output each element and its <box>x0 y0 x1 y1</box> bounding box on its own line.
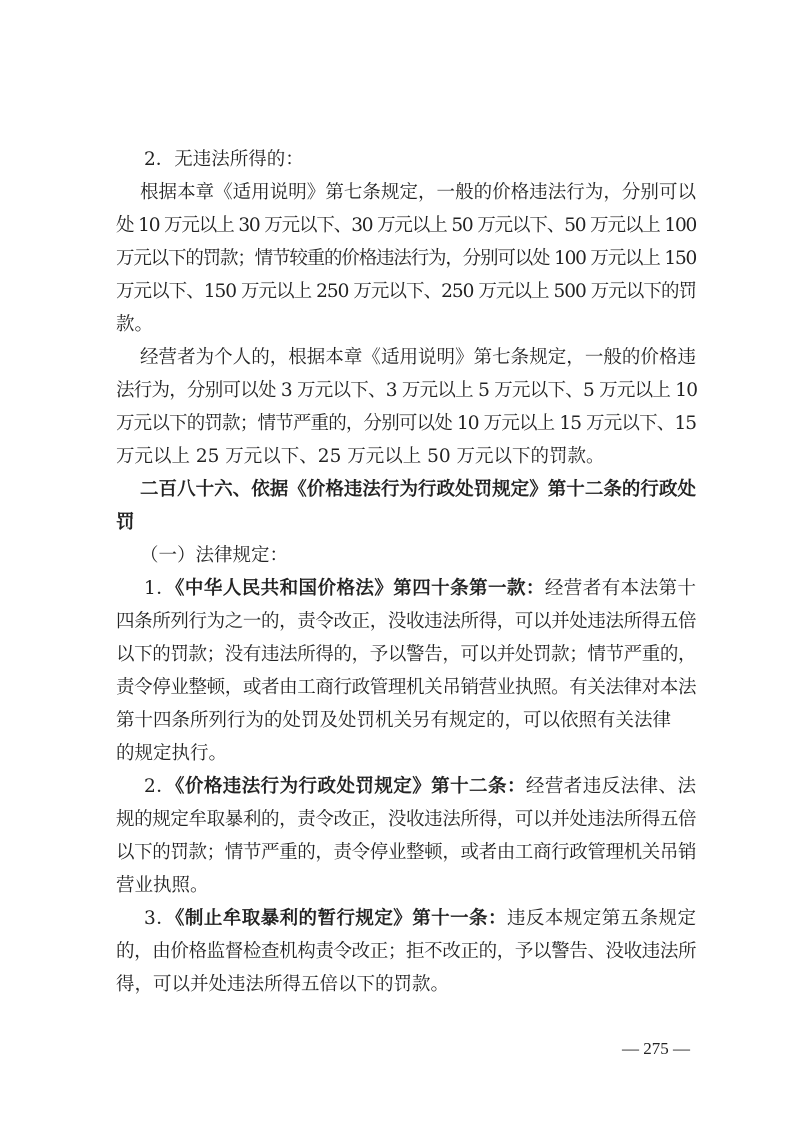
text: 违反本规定第五条规定 <box>506 908 696 929</box>
text-line <box>116 803 696 836</box>
text-line <box>116 209 696 242</box>
text-line <box>116 869 696 902</box>
text-line <box>116 275 696 308</box>
text-line <box>116 341 696 374</box>
bold-text: 罚 <box>116 512 135 533</box>
text-line <box>116 836 696 869</box>
text: 万元以下的罚款；情节严重的，分别可以处 10 万元以上 15 万元以下、15 <box>116 413 696 434</box>
text: 1． <box>144 578 176 599</box>
text-line <box>116 737 696 770</box>
text-line <box>116 308 696 341</box>
text: 的，由价格监督检查机构责令改正；拒不改正的，予以警告、没收违法所 <box>116 941 696 962</box>
text: 经营者违反法律、法 <box>525 776 696 797</box>
text-line <box>116 572 696 605</box>
text-line <box>116 704 696 737</box>
text: 2．无违法所得的： <box>144 149 304 170</box>
text: 经营者为个人的，根据本章《适用说明》第七条规定，一般的价格违 <box>140 347 696 368</box>
text-line <box>116 671 696 704</box>
page-number: — 275 — <box>622 1039 690 1058</box>
text-line <box>116 143 696 176</box>
bold-text: 《制止牟取暴利的暂行规定》第十一条： <box>175 908 507 929</box>
text: 万元以下、150 万元以上 250 万元以下、250 万元以上 500 万元以下的罚 <box>116 281 696 302</box>
text: （一）法律规定： <box>140 545 289 566</box>
text: 2． <box>144 776 176 797</box>
text-line <box>116 407 696 440</box>
bold-text: 《价格违法行为行政处罚规定》第十二条： <box>175 776 526 797</box>
text: 营业执照。 <box>116 875 209 896</box>
text: 第十四条所列行为的处罚及处罚机关另有规定的，可以依照有关法律 <box>116 710 672 731</box>
text: 的规定执行。 <box>116 743 228 764</box>
text-line <box>116 638 696 671</box>
text-line <box>116 506 696 539</box>
text-line <box>116 374 696 407</box>
text-line <box>116 176 696 209</box>
text: 款。 <box>116 314 154 335</box>
text: 万元以下的罚款；情节较重的价格违法行为，分别可以处 100 万元以上 150 <box>116 248 696 269</box>
text: 以下的罚款；情节严重的，责令停业整顿，或者由工商行政管理机关吊销 <box>116 842 696 863</box>
text-line <box>116 473 696 506</box>
text: 规的规定牟取暴利的，责令改正，没收违法所得，可以并处违法所得五倍 <box>116 809 696 830</box>
text: 经营者有本法第十 <box>544 578 696 599</box>
text-line <box>116 539 696 572</box>
text-line <box>116 605 696 638</box>
text-line <box>116 242 696 275</box>
text: 以下的罚款；没有违法所得的，予以警告，可以并处罚款；情节严重的， <box>116 644 696 665</box>
text: 根据本章《适用说明》第七条规定，一般的价格违法行为，分别可以 <box>140 182 696 203</box>
text: 万元以上 25 万元以下、25 万元以上 50 万元以下的罚款。 <box>116 446 605 467</box>
bold-text: 《中华人民共和国价格法》第四十条第一款： <box>175 578 545 599</box>
text-line <box>116 902 696 935</box>
text: 3． <box>144 908 176 929</box>
text-line <box>116 968 696 1001</box>
text-line <box>116 770 696 803</box>
text-line <box>116 935 696 968</box>
bold-text: 二百八十六、依据《价格违法行为行政处罚规定》第十二条的行政处 <box>140 479 696 500</box>
text: 处 10 万元以上 30 万元以下、30 万元以上 50 万元以下、50 万元以上 100 <box>116 215 696 236</box>
text-line <box>116 440 696 473</box>
text: 四条所列行为之一的，责令改正，没收违法所得，可以并处违法所得五倍 <box>116 611 696 632</box>
text: 责令停业整顿，或者由工商行政管理机关吊销营业执照。有关法律对本法 <box>116 677 696 698</box>
document-body <box>116 143 696 1001</box>
text: 法行为，分别可以处 3 万元以下、3 万元以上 5 万元以下、5 万元以上 10 <box>116 380 698 401</box>
text: 得，可以并处违法所得五倍以下的罚款。 <box>116 974 450 995</box>
